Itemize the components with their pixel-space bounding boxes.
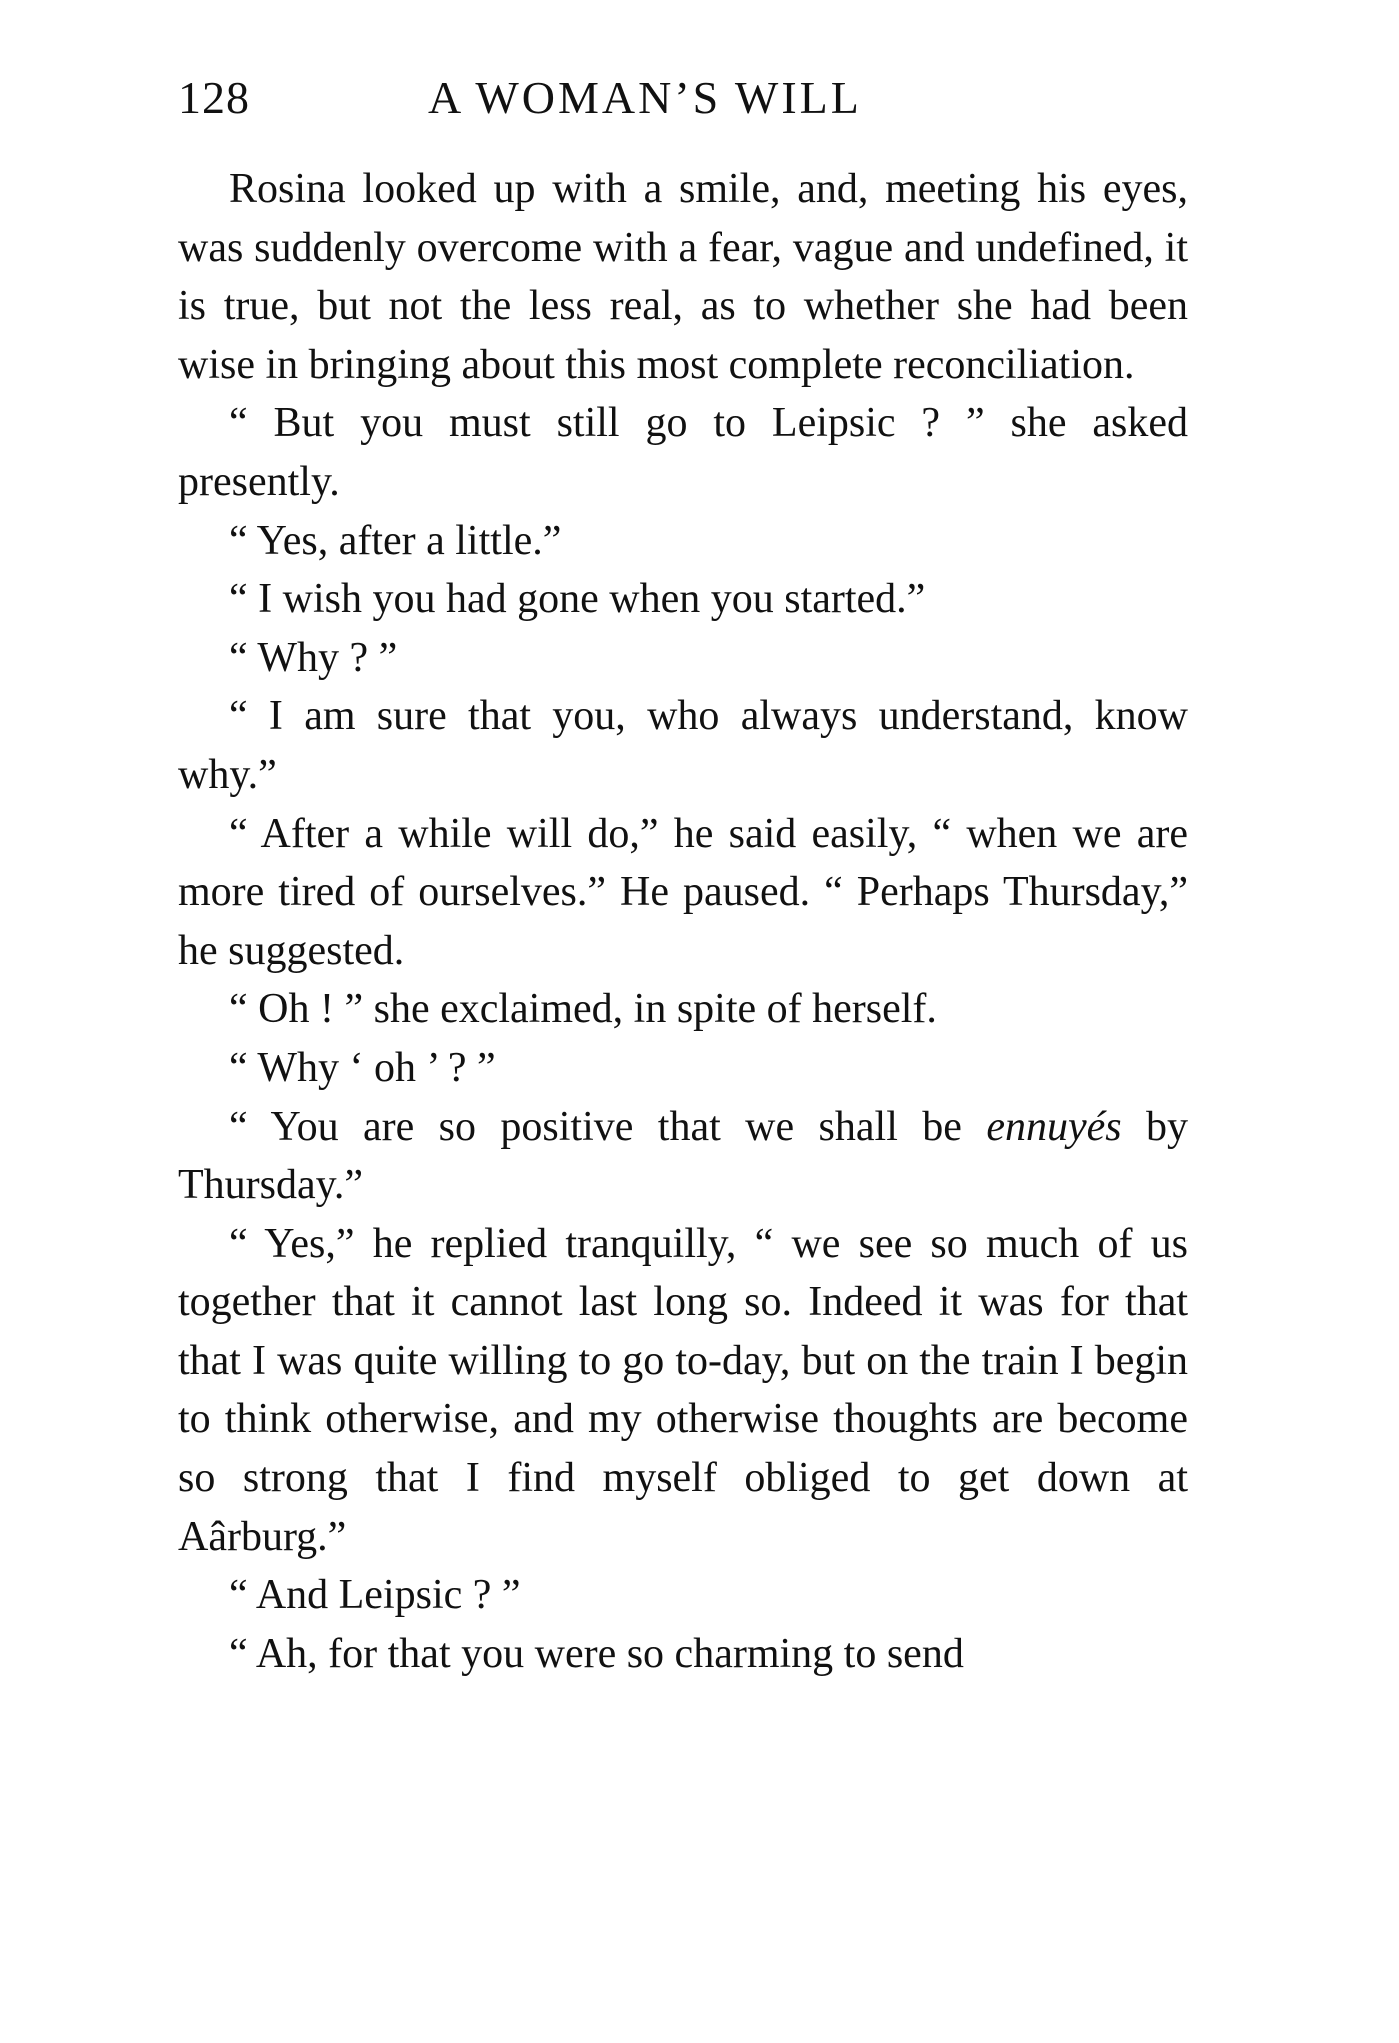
body-text [178,160,1188,1683]
page-header [178,68,938,128]
paragraph: “ Oh ! ” she exclaimed, in spite of herself. [229,986,937,1033]
paragraph: “ Why ? ” [229,634,398,681]
paragraph: “ And Leipsic ? ” [229,1572,521,1619]
paragraph: “ I am sure that you, who always understand, know why.” [178,693,1188,798]
paragraph: “ Yes, after a little.” [229,517,562,564]
italic-word: ennuyés [986,1103,1122,1150]
paragraph: “ After a while will do,” he said easily, “ when we are more tired of ourselves.” He paused. “ Perhaps Thursday,” he suggested. [178,810,1188,974]
paragraph [178,1098,1188,1215]
running-title: A WOMAN’S WILL [428,72,862,123]
paragraph: “ I wish you had gone when you started.” [229,576,926,623]
paragraph: Rosina looked up with a smile, and, meeting his eyes, was suddenly overcome with a fear, vague and undefined, it is true, but not the less real, as to whether she had been wise in bringing about this most complete reconciliation. [178,166,1188,388]
paragraph-text: by Thursday.” [178,1103,1188,1209]
paragraph: “ Ah, for that you were so charming to send [229,1630,964,1677]
paragraph: “ Yes,” he replied tranquilly, “ we see so much of us together that it cannot last long so. Indeed it was for that that I was quite willing to go to-day, but on the train I begin to think otherwise, and my otherwise thoughts are become so strong that I find myself obliged to get down at Aârburg.” [178,1220,1188,1560]
paragraph: “ But you must still go to Leipsic ? ” she asked presently. [178,400,1188,505]
page-number: 128 [178,72,250,123]
paragraph-text: “ You are so positive that we shall be [229,1103,987,1150]
paragraph: “ Why ‘ oh ’ ? ” [229,1044,496,1091]
